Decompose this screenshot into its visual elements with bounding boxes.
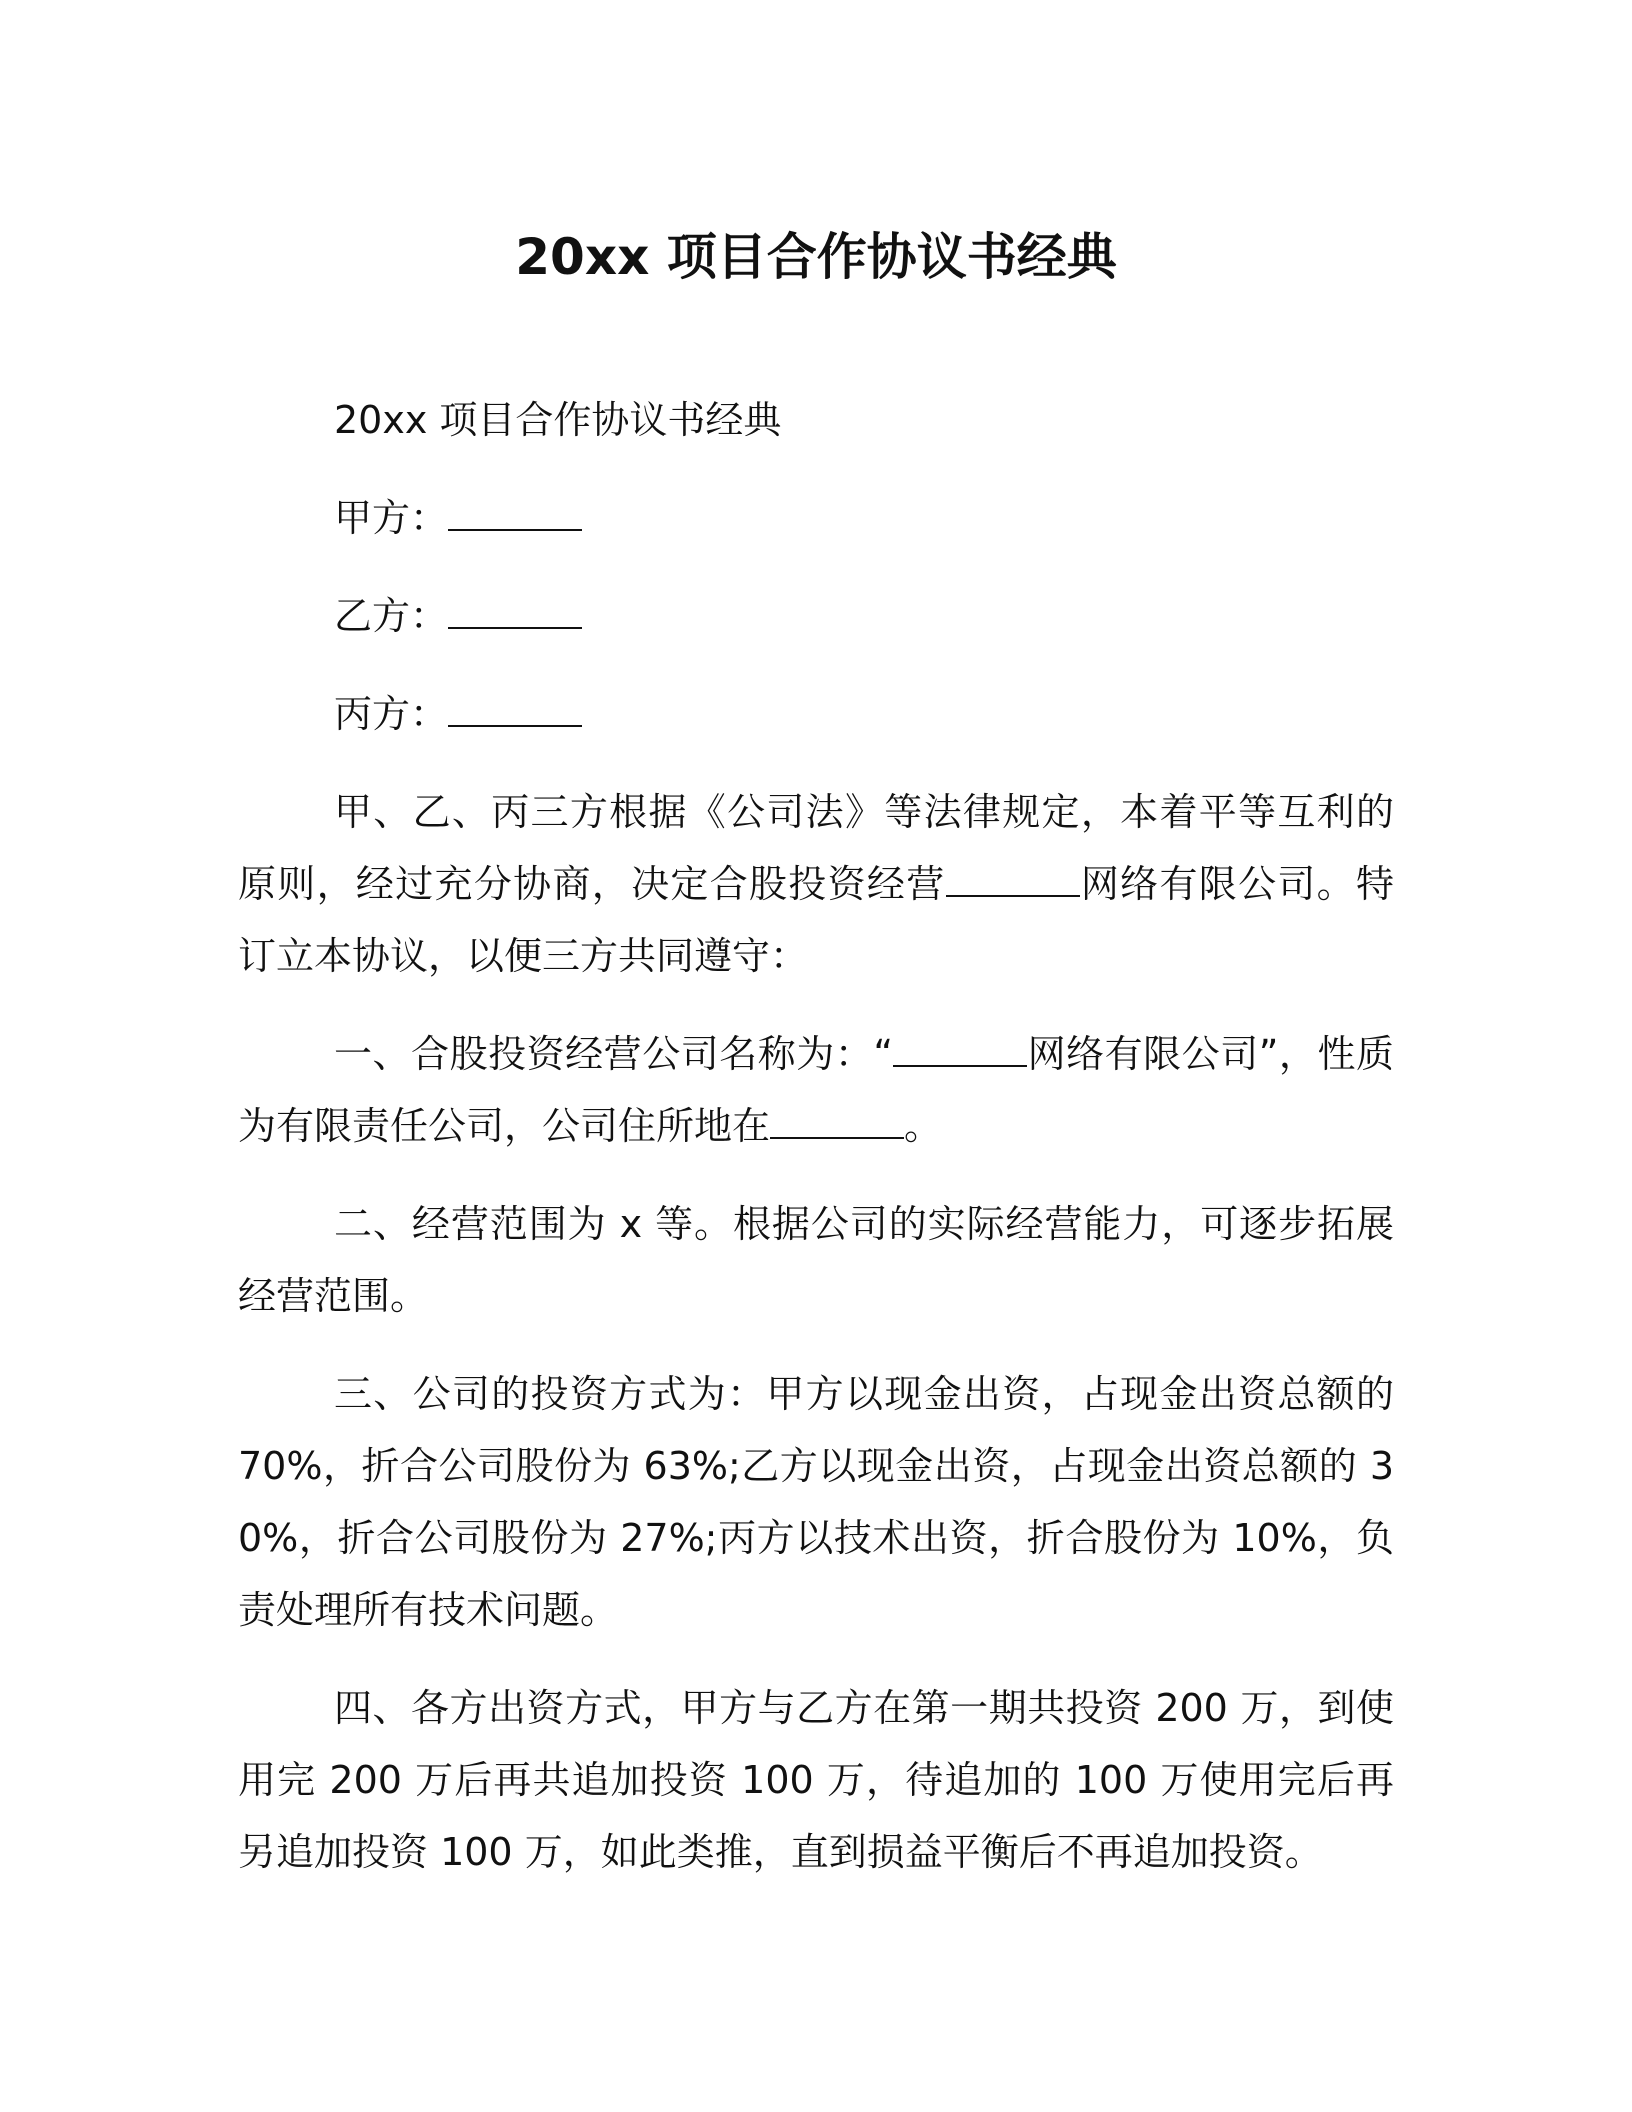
clause-3-paragraph: 三、公司的投资方式为：甲方以现金出资，占现金出资总额的 70%，折合公司股份为 63%;乙方以现金出资，占现金出资总额的 30%，折合公司股份为 27%;丙方以技术出资，折合股份为 10%，负责处理所有技术问题。 (238, 1372, 1394, 1632)
document-title: 20xx 项目合作协议书经典 (515, 228, 1117, 286)
party-c-line (238, 678, 1394, 750)
party-a-blank (448, 495, 582, 531)
party-b-line (238, 580, 1394, 652)
clause-1-text-2: 网络有限公司”，性质为有限责任公司，公司住所地在 (238, 1032, 1394, 1148)
clause-1-text-1: 一、合股投资经营公司名称为：“ (334, 1032, 894, 1076)
intro-paragraph (238, 776, 1394, 992)
clause-2-paragraph: 二、经营范围为 x 等。根据公司的实际经营能力，可逐步拓展经营范围。 (238, 1202, 1394, 1318)
intro-text-2: 网络有限公司。特订立本协议，以便三方共同遵守： (238, 862, 1394, 978)
document-body (238, 384, 1394, 1914)
intro-text-1: 甲、乙、丙三方根据《公司法》等法律规定，本着平等互利的原则，经过充分协商，决定合股投资经营 (238, 790, 1394, 906)
clause-4-paragraph: 四、各方出资方式，甲方与乙方在第一期共投资 200 万，到使用完 200 万后再共追加投资 100 万，待追加的 100 万使用完后再另追加投资 100 万，如此类推，直到损益平衡后不再追加投资。 (238, 1686, 1394, 1874)
party-a-label: 甲方： (334, 496, 449, 540)
party-b-blank (448, 593, 582, 629)
company-name-blank (946, 861, 1080, 897)
clause-1-name-blank (893, 1031, 1027, 1067)
party-c-label: 丙方： (334, 692, 449, 736)
party-c-blank (448, 691, 582, 727)
clause-1-text-3: 。 (904, 1104, 943, 1148)
clause-1-address-blank (770, 1103, 904, 1139)
party-a-line (238, 482, 1394, 554)
document-subtitle: 20xx 项目合作协议书经典 (334, 398, 782, 442)
party-b-label: 乙方： (334, 594, 449, 638)
clause-1-paragraph (238, 1018, 1394, 1162)
